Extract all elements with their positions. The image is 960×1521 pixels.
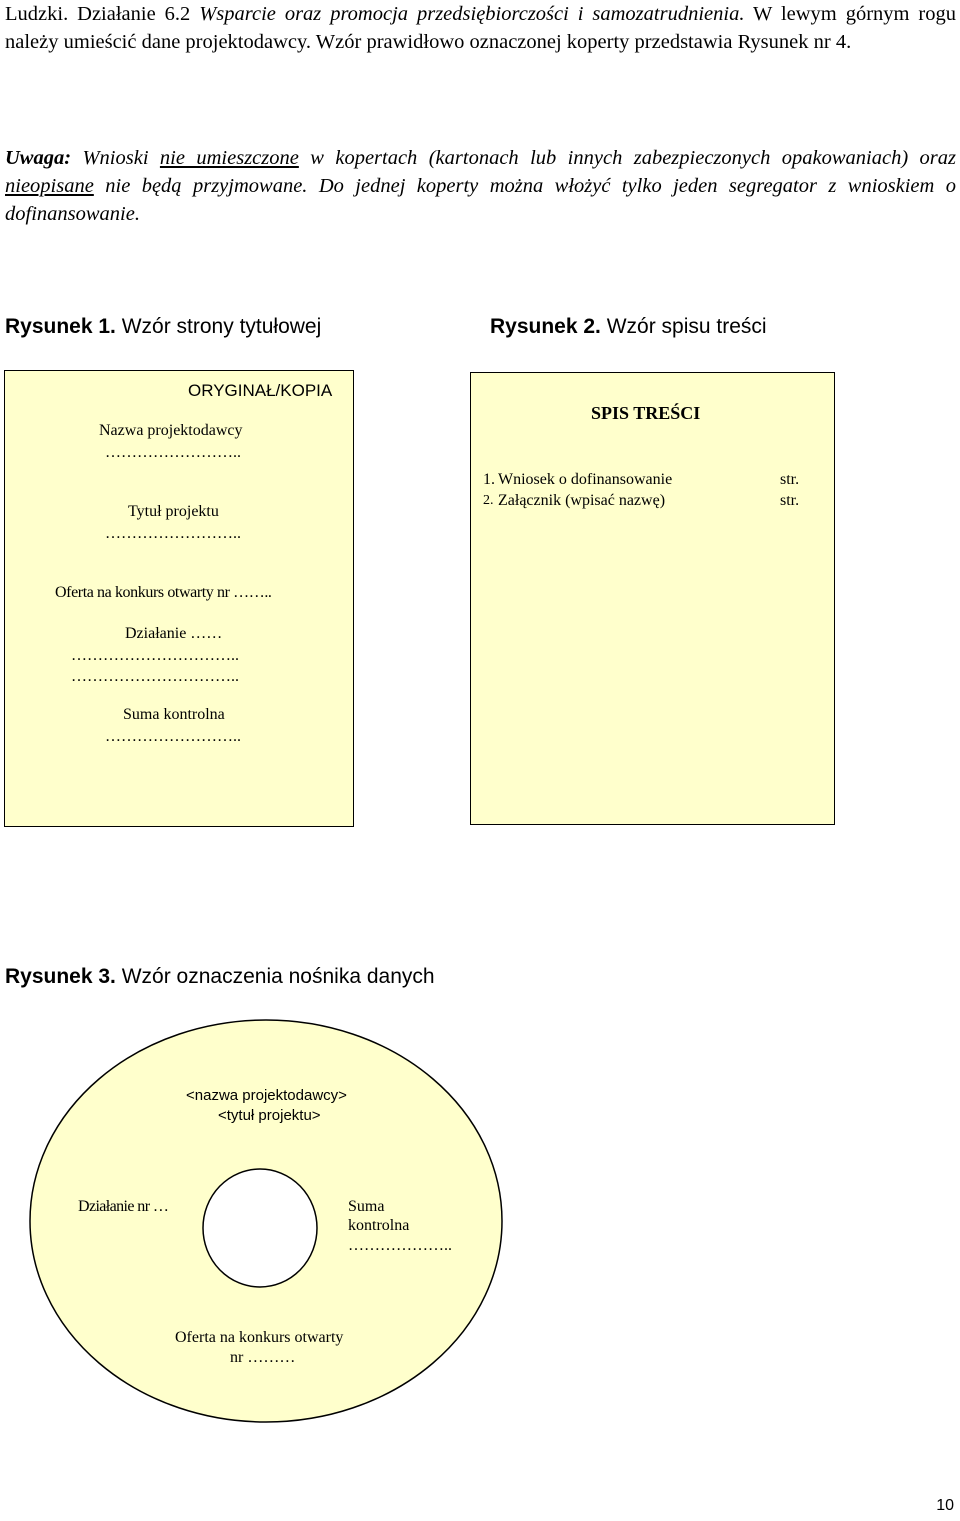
toc-item-number: 2. (483, 493, 494, 508)
figure2-caption-number: Rysunek 2. (490, 315, 601, 338)
warning-paragraph (5, 144, 956, 228)
intro-text-2: W lewym górnym rogu należy umieścić dane projektodawcy. Wzór prawidłowo oznaczonej koperty przedstawia Rysunek nr 4. (5, 3, 956, 53)
toc-item-page: str. (780, 471, 800, 488)
disc-action-label: Działanie nr … (78, 1198, 169, 1215)
toc-item-number: 1. (483, 471, 495, 488)
toc-item-page: str. (780, 492, 800, 509)
warning-text-1: Wnioski (71, 147, 160, 169)
figure2-caption (490, 315, 767, 339)
toc-template-box (470, 372, 835, 825)
applicant-name-label: Nazwa projektodawcy (99, 422, 243, 439)
toc-item-text: Wniosek o dofinansowanie (498, 471, 673, 488)
checksum-dots: …………………….. (105, 728, 241, 745)
offer-number-label: Oferta na konkurs otwarty nr …….. (55, 584, 272, 601)
toc-title: SPIS TREŚCI (591, 403, 701, 423)
project-title-label: Tytuł projektu (128, 503, 219, 520)
warning-label: Uwaga: (5, 147, 72, 169)
figure3-caption (5, 965, 435, 989)
figure1-caption-number: Rysunek 1. (5, 315, 116, 338)
figure1-caption (5, 315, 321, 339)
action-label: Działanie …… (125, 625, 223, 642)
title-page-template-box (4, 370, 354, 827)
data-carrier-disc (0, 1010, 540, 1430)
page-number: 10 (936, 1497, 954, 1514)
toc-item-text: Załącznik (wpisać nazwę) (498, 492, 666, 509)
disc-offer-label-2: nr ……… (230, 1349, 296, 1366)
warning-underline-1: nie umieszczone (159, 147, 299, 169)
disc-hole (203, 1169, 317, 1287)
disc-checksum-dots: ……………….. (348, 1237, 452, 1254)
warning-text-3: nie będą przyjmowane. Do jednej koperty można włożyć tylko jeden segregator z wnioskiem o dofinansowanie. (5, 175, 956, 225)
figure1-caption-text: Wzór strony tytułowej (115, 315, 322, 338)
disc-applicant-name: <nazwa projektodawcy> (186, 1087, 347, 1104)
warning-text-2: w kopertach (kartonach lub innych zabezpieczonych opakowaniach) oraz (298, 147, 957, 169)
intro-text-1: Ludzki. Działanie 6.2 (5, 3, 200, 25)
original-copy-label: ORYGINAŁ/KOPIA (188, 381, 333, 400)
disc-offer-label-1: Oferta na konkurs otwarty (175, 1329, 344, 1346)
figure3-caption-number: Rysunek 3. (5, 965, 116, 988)
dots-line-1: ………………………….. (71, 647, 239, 664)
figure2-caption-text: Wzór spisu treści (600, 315, 767, 338)
applicant-name-dots: …………………….. (105, 444, 241, 461)
intro-paragraph (5, 0, 956, 56)
disc-checksum-label-2: kontrolna (348, 1217, 410, 1234)
intro-text-italic: Wsparcie oraz promocja przedsiębiorczości i samozatrudnienia. (199, 3, 745, 25)
figure3-caption-text: Wzór oznaczenia nośnika danych (115, 965, 435, 988)
project-title-dots: …………………….. (105, 525, 241, 542)
warning-underline-2: nieopisane (5, 175, 94, 197)
disc-project-title: <tytuł projektu> (218, 1107, 321, 1124)
disc-checksum-label-1: Suma (348, 1198, 385, 1215)
checksum-label: Suma kontrolna (123, 706, 225, 723)
dots-line-2: ………………………….. (71, 668, 239, 685)
